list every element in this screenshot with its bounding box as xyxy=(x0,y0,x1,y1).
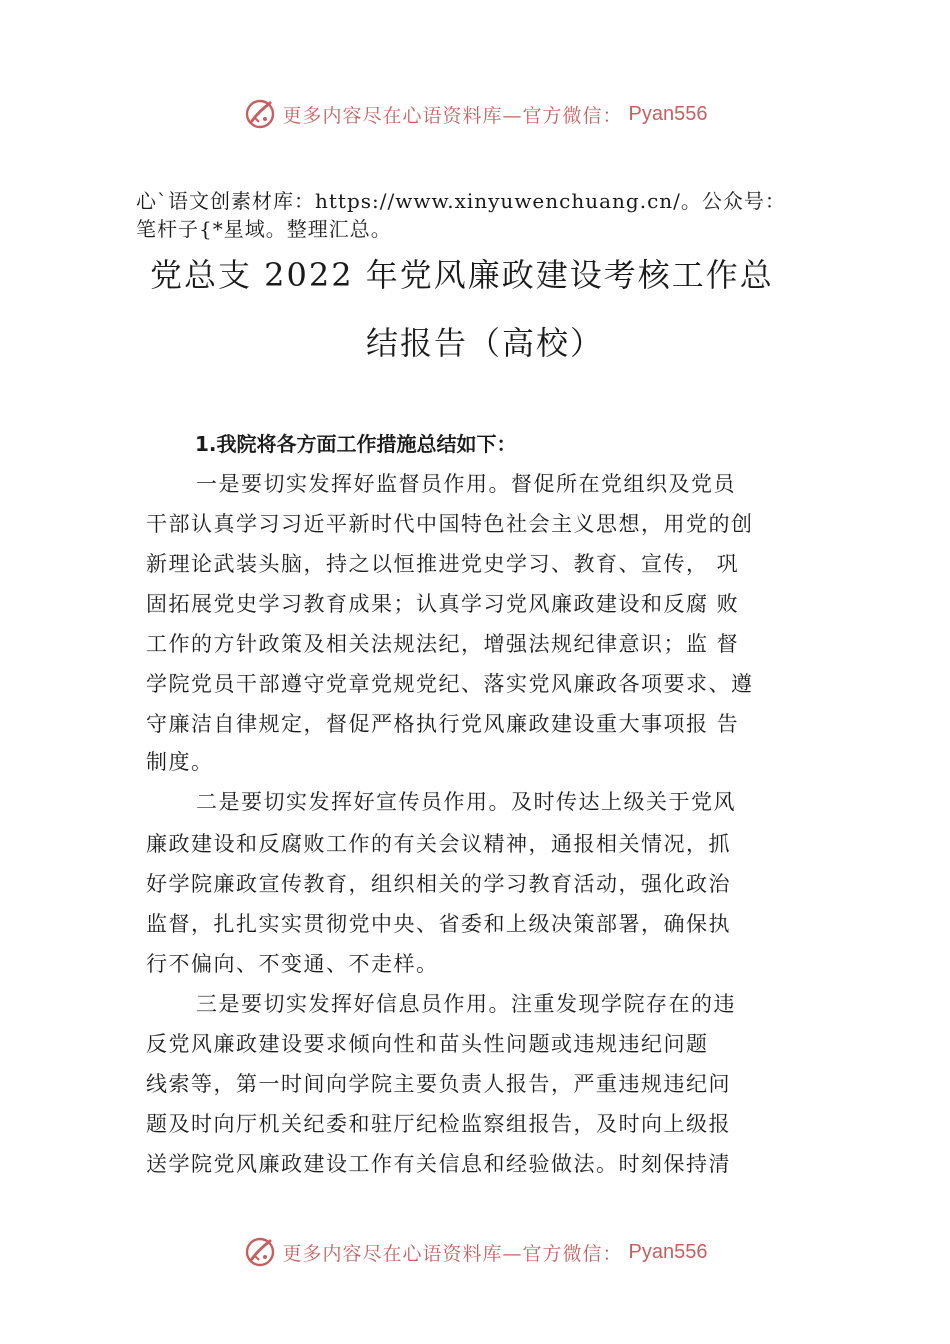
body-line: 学院党员干部遵守党章党规党纪、落实党风廉政各项要求、遵 xyxy=(146,672,754,696)
watermark-text: 更多内容尽在心语资料库—官方微信： xyxy=(282,1242,623,1265)
body-line: 监督，扎扎实实贯彻党中央、省委和上级决策部署，确保执 xyxy=(146,912,731,936)
body-line: 新理论武装头脑，持之以恒推进党史学习、教育、宣传， 巩 xyxy=(146,552,740,576)
body-line: 廉政建设和反腐败工作的有关会议精神，通报相关情况，抓 xyxy=(146,832,731,856)
document-title-line-1: 党总支 2022 年党风廉政建设考核工作总 xyxy=(150,256,774,294)
body-line: 送学院党风廉政建设工作有关信息和经验做法。时刻保持清 xyxy=(146,1152,731,1176)
footer-watermark xyxy=(0,1232,950,1272)
body-line: 固拓展党史学习教育成果；认真学习党风廉政建设和反腐 败 xyxy=(146,592,740,616)
body-line: 工作的方针政策及相关法规法纪，增强法规纪律意识；监 督 xyxy=(146,632,740,656)
source-line-1: 心`语文创素材库：https://www.xinyuwenchuang.cn/。公众号： xyxy=(136,189,786,213)
source-line-2: 笔杆子{*星域。整理汇总。 xyxy=(136,217,392,241)
body-line: 一是要切实发挥好监督员作用。督促所在党组织及党员 xyxy=(196,472,736,496)
document-title-line-2: 结报告（高校） xyxy=(365,324,604,362)
body-line: 反党风廉政建设要求倾向性和苗头性问题或违规违纪问题 xyxy=(146,1032,709,1056)
watermark-wechat-id: Pyan556 xyxy=(628,102,708,125)
body-line: 线索等，第一时间向学院主要负责人报告，严重违规违纪问 xyxy=(146,1072,731,1096)
body-line: 行不偏向、不变通、不走样。 xyxy=(146,952,439,976)
body-line: 制度。 xyxy=(146,750,214,774)
section-subheading: 1.我院将各方面工作措施总结如下： xyxy=(195,432,517,456)
header-watermark xyxy=(0,94,950,134)
body-line: 三是要切实发挥好信息员作用。注重发现学院存在的违 xyxy=(196,992,736,1016)
body-line: 干部认真学习习近平新时代中国特色社会主义思想，用党的创 xyxy=(146,512,754,536)
body-line: 题及时向厅机关纪委和驻厅纪检监察组报告，及时向上级报 xyxy=(146,1112,731,1136)
body-line: 二是要切实发挥好宣传员作用。及时传达上级关于党风 xyxy=(196,790,736,814)
body-line: 好学院廉政宣传教育，组织相关的学习教育活动，强化政治 xyxy=(146,872,731,896)
brush-logo-icon xyxy=(243,97,277,131)
body-line: 守廉洁自律规定，督促严格执行党风廉政建设重大事项报 告 xyxy=(146,712,740,736)
watermark-text: 更多内容尽在心语资料库—官方微信： xyxy=(282,104,623,127)
watermark-wechat-id: Pyan556 xyxy=(628,1240,708,1263)
brush-logo-icon xyxy=(243,1235,277,1269)
